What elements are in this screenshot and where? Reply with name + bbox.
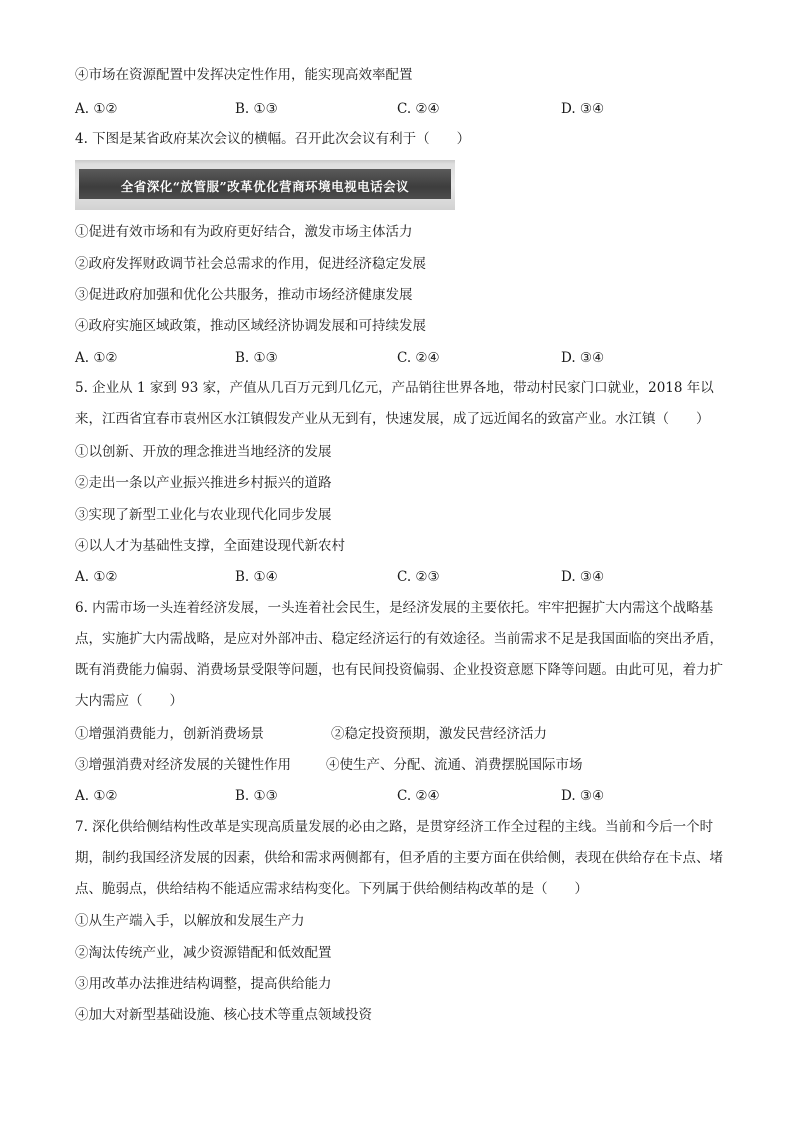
q5-option-a: A. ①② (75, 569, 118, 585)
banner-band (79, 169, 451, 199)
q6-options (75, 788, 723, 804)
q3-item-4: ④市场在资源配置中发挥决定性作用，能实现高效率配置 (75, 67, 413, 83)
q7-item-1: ①从生产端入手，以解放和发展生产力 (75, 913, 305, 929)
q5-option-d: D. ③④ (561, 569, 605, 585)
q4-stem: 4. 下图是某省政府某次会议的横幅。召开此次会议有利于（ ） (75, 131, 471, 147)
q5-item-4: ④以人才为基础性支撑，全面建设现代新农村 (75, 538, 345, 554)
q6-item-2: ②稳定投资预期，激发民营经济活力 (331, 726, 547, 742)
q4-option-a: A. ①② (75, 350, 118, 366)
q5-option-b: B. ①④ (235, 569, 278, 585)
q3-option-a: A. ①② (75, 101, 118, 117)
q5-option-c: C. ②③ (397, 569, 440, 585)
q4-option-c: C. ②④ (397, 350, 440, 366)
q7-item-3: ③用改革办法推进结构调整，提高供给能力 (75, 976, 332, 992)
q6-item-1: ①增强消费能力，创新消费场景 (75, 726, 264, 742)
q4-item-1: ①促进有效市场和有为政府更好结合，激发市场主体活力 (75, 224, 413, 240)
q4-item-4: ④政府实施区域政策，推动区域经济协调发展和可持续发展 (75, 318, 426, 334)
meeting-banner-image (75, 160, 455, 210)
q7-item-2: ②淘汰传统产业，减少资源错配和低效配置 (75, 945, 332, 961)
q3-option-b: B. ①③ (235, 101, 278, 117)
q6-option-c: C. ②④ (397, 788, 440, 804)
q6-option-a: A. ①② (75, 788, 118, 804)
q7-item-4: ④加大对新型基础设施、核心技术等重点领域投资 (75, 1007, 372, 1023)
q6-option-b: B. ①③ (235, 788, 278, 804)
q5-item-1: ①以创新、开放的理念推进当地经济的发展 (75, 444, 332, 460)
q6-stem: 6. 内需市场一头连着经济发展，一头连着社会民生，是经济发展的主要依托。牢牢把握扩大内需这个战略基点，实施扩大内需战略，是应对外部冲击、稳定经济运行的有效途径。当前需求不足是我国面临的突出矛盾，既有消费能力偏弱、消费场景受限等问题，也有民间投资偏弱、企业投资意愿下降等问题。由此可见，着力扩大内需应（ ） (75, 600, 723, 709)
q5-item-2: ②走出一条以产业振兴推进乡村振兴的道路 (75, 475, 332, 491)
q7-stem: 7. 深化供给侧结构性改革是实现高质量发展的必由之路，是贯穿经济工作全过程的主线。当前和今后一个时期，制约我国经济发展的因素，供给和需求两侧都有，但矛盾的主要方面在供给侧，表现在供给存在卡点、堵点、脆弱点，供给结构不能适应需求结构变化。下列属于供给侧结构改革的是（ ） (75, 819, 723, 897)
q4-option-d: D. ③④ (561, 350, 605, 366)
q6-items-row-2 (75, 757, 723, 773)
q4-item-3: ③促进政府加强和优化公共服务，推动市场经济健康发展 (75, 287, 413, 303)
q6-option-d: D. ③④ (561, 788, 605, 804)
q3-option-d: D. ③④ (561, 101, 605, 117)
banner-text: 全省深化“放管服”改革优化营商环境电视电话会议 (120, 179, 410, 194)
q6-item-3: ③增强消费对经济发展的关键性作用 (75, 757, 291, 773)
q5-stem: 5. 企业从 1 家到 93 家，产值从几百万元到几亿元，产品销往世界各地，带动村民家门口就业，2018 年以来，江西省宜春市袁州区水江镇假发产业从无到有，快速发展，成了远近闻名的致富产业。水江镇（ ） (75, 380, 714, 427)
q6-item-4: ④使生产、分配、流通、消费摆脱国际市场 (326, 757, 583, 773)
q3-option-c: C. ②④ (397, 101, 440, 117)
q4-item-2: ②政府发挥财政调节社会总需求的作用，促进经济稳定发展 (75, 256, 426, 272)
q3-options (75, 101, 723, 117)
q5-options (75, 569, 723, 585)
q4-options (75, 350, 723, 366)
q6-items-row-1 (75, 726, 723, 742)
q5-item-3: ③实现了新型工业化与农业现代化同步发展 (75, 507, 332, 523)
q4-option-b: B. ①③ (235, 350, 278, 366)
